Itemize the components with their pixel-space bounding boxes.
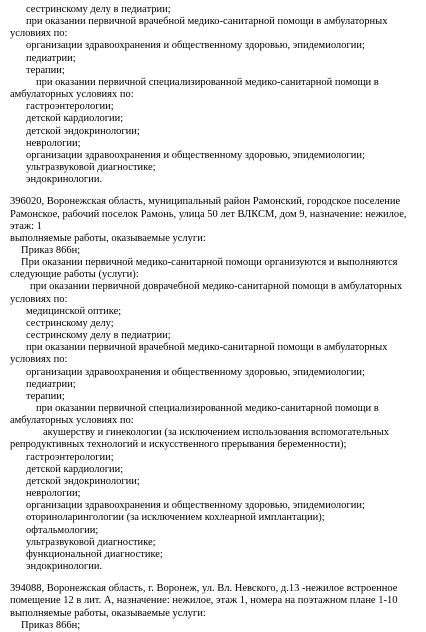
text-line: педиатрии; bbox=[26, 378, 76, 390]
text-line: Приказ 866н; bbox=[21, 619, 81, 631]
text-line: при оказании первичной специализированной медико-санитарной помощи в bbox=[36, 403, 379, 414]
document-body bbox=[10, 4, 416, 632]
text-line: сестринскому делу в педиатрии; bbox=[26, 330, 171, 342]
text-line: офтальмологии; bbox=[26, 524, 99, 536]
text-line: условиях по: bbox=[10, 293, 68, 305]
text-line: при оказании первичной врачебной медико-санитарной помощи в амбулаторных bbox=[26, 16, 388, 28]
text-line: неврологии; bbox=[26, 137, 81, 149]
text-line: условиях по: bbox=[10, 354, 68, 366]
text-line: 396020, Воронежская область, муниципальный район Рамонский, городское поселение bbox=[10, 196, 401, 208]
text-line: сестринскому делу; bbox=[26, 317, 114, 329]
text-line: эндокринологии. bbox=[26, 561, 103, 573]
text-line: Рамонское, рабочий поселок Рамонь, улица 50 лет ВЛКСМ, дом 9, назначение: нежилое, bbox=[10, 208, 407, 220]
text-line: медицинской оптике; bbox=[26, 305, 122, 317]
text-line: детской эндокринологии; bbox=[26, 475, 140, 487]
text-line: сестринскому делу в педиатрии; bbox=[26, 4, 171, 15]
text-line: организации здравоохранения и общественному здоровью, эпидемиологии; bbox=[26, 500, 365, 512]
text-line: организации здравоохранения и общественному здоровью, эпидемиологии; bbox=[26, 149, 365, 161]
text-line: детской кардиологии; bbox=[26, 113, 124, 125]
text-line: при оказании первичной специализированной медико-санитарной помощи в bbox=[36, 76, 379, 88]
text-line: амбулаторных условиях по: bbox=[10, 415, 134, 427]
text-line: оториноларингологии (за исключением кохлеарной имплантации); bbox=[26, 512, 325, 524]
text-line: акушерству и гинекологии (за исключением использования вспомогательных bbox=[43, 427, 390, 439]
text-line: условиях по: bbox=[10, 28, 68, 40]
text-line: помещение 12 в лит. А, назначение: нежилое, этаж 1, номера на поэтажном плане 1-10 bbox=[10, 595, 398, 607]
text-line: репродуктивных технологий и искусственного прерывания беременности); bbox=[10, 439, 347, 451]
paragraph-gap bbox=[10, 186, 416, 196]
text-line: этаж: 1 bbox=[10, 220, 42, 232]
text-line: при оказании первичной доврачебной медико-санитарной помощи в амбулаторных bbox=[30, 281, 403, 293]
text-line: ультразвуковой диагностике; bbox=[26, 536, 156, 548]
text-line: терапии; bbox=[26, 64, 65, 76]
text-line: гастроэнтерологии; bbox=[26, 101, 114, 113]
text-line: 394088, Воронежская область, г. Воронеж, ул. Вл. Невского, д.13 -нежилое встроенное bbox=[10, 583, 398, 595]
text-line: детской эндокринологии; bbox=[26, 125, 140, 137]
text-line: детской кардиологии; bbox=[26, 463, 124, 475]
text-line: терапии; bbox=[26, 390, 65, 402]
text-line: гастроэнтерологии; bbox=[26, 451, 114, 463]
text-line: организации здравоохранения и общественному здоровью, эпидемиологии; bbox=[26, 366, 365, 378]
text-line: при оказании первичной врачебной медико-санитарной помощи в амбулаторных bbox=[26, 342, 388, 354]
text-line: педиатрии; bbox=[26, 52, 76, 64]
text-line: организации здравоохранения и общественному здоровью, эпидемиологии; bbox=[26, 40, 365, 52]
text-line: ультразвуковой диагностике; bbox=[26, 162, 156, 174]
text-line: функциональной диагностике; bbox=[26, 548, 163, 560]
text-line: выполняемые работы, оказываемые услуги: bbox=[10, 607, 206, 619]
paragraph-gap bbox=[10, 573, 416, 583]
text-line: выполняемые работы, оказываемые услуги: bbox=[10, 232, 206, 244]
text-line: При оказании первичной медико-санитарной помощи организуются и выполняются bbox=[21, 257, 398, 269]
text-line: следующие работы (услуги): bbox=[10, 269, 139, 281]
text-line: эндокринологии. bbox=[26, 174, 103, 186]
text-line: Приказ 866н; bbox=[21, 244, 81, 256]
text-line: неврологии; bbox=[26, 488, 81, 500]
text-line: амбулаторных условиях по: bbox=[10, 89, 134, 101]
